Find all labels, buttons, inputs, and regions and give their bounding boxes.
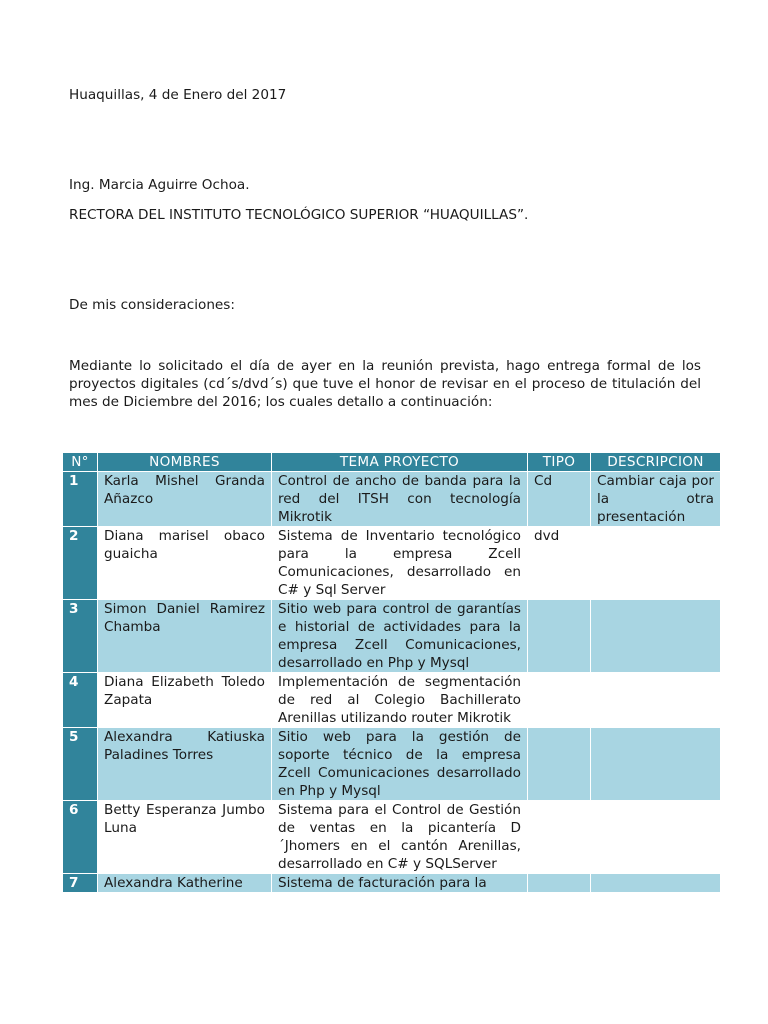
header-type: TIPO [528, 453, 591, 472]
media-type [528, 600, 591, 673]
description [591, 600, 721, 673]
letter-date: Huaquillas, 4 de Enero del 2017 [69, 87, 287, 103]
media-type [528, 801, 591, 874]
table-row [63, 472, 721, 527]
table-row [63, 527, 721, 600]
recipient-title: RECTORA DEL INSTITUTO TECNOLÓGICO SUPERIOR “HUAQUILLAS”. [69, 207, 529, 223]
header-description: DESCRIPCION [591, 453, 721, 472]
project-theme: Implementación de segmentación de red al Colegio Bachillerato Arenillas utilizando router Mikrotik [272, 673, 528, 728]
table-row [63, 673, 721, 728]
table-header-row [63, 453, 721, 472]
project-theme: Sistema de Inventario tecnológico para la empresa Zcell Comunicaciones, desarrollado en C# y Sql Server [272, 527, 528, 600]
media-type: Cd [528, 472, 591, 527]
description [591, 527, 721, 600]
media-type [528, 728, 591, 801]
row-number: 3 [63, 600, 98, 673]
project-theme: Sitio web para control de garantías e historial de actividades para la empresa Zcell Comunicaciones, desarrollado en Php y Mysql [272, 600, 528, 673]
table-row [63, 600, 721, 673]
project-theme: Sistema para el Control de Gestión de ventas en la picantería D´Jhomers en el cantón Arenillas, desarrollado en C# y SQLServer [272, 801, 528, 874]
table-row [63, 874, 721, 893]
projects-table [62, 452, 721, 893]
student-name: Diana Elizabeth Toledo Zapata [98, 673, 272, 728]
student-name: Karla Mishel Granda Añazco [98, 472, 272, 527]
row-number: 2 [63, 527, 98, 600]
greeting: De mis consideraciones: [69, 297, 235, 313]
row-number: 5 [63, 728, 98, 801]
row-number: 7 [63, 874, 98, 893]
table-row [63, 801, 721, 874]
project-theme: Sitio web para la gestión de soporte técnico de la empresa Zcell Comunicaciones desarrollado en Php y Mysql [272, 728, 528, 801]
header-project-theme: TEMA PROYECTO [272, 453, 528, 472]
table-row [63, 728, 721, 801]
student-name: Diana marisel obaco guaicha [98, 527, 272, 600]
recipient-name: Ing. Marcia Aguirre Ochoa. [69, 177, 250, 193]
student-name: Alexandra Katherine [98, 874, 272, 893]
letter-body: Mediante lo solicitado el día de ayer en la reunión prevista, hago entrega formal de los proyectos digitales (cd´s/dvd´s) que tuve el honor de revisar en el proceso de titulación del mes de Diciembre del 2016; los cuales detallo a continuación: [69, 358, 701, 410]
project-theme: Sistema de facturación para la [272, 874, 528, 893]
projects-table-container [62, 452, 722, 926]
header-number: N° [63, 453, 98, 472]
media-type [528, 874, 591, 893]
description [591, 874, 721, 893]
student-name: Betty Esperanza Jumbo Luna [98, 801, 272, 874]
media-type: dvd [528, 527, 591, 600]
row-number: 6 [63, 801, 98, 874]
student-name: Alexandra Katiuska Paladines Torres [98, 728, 272, 801]
description [591, 801, 721, 874]
project-theme: Control de ancho de banda para la red del ITSH con tecnología Mikrotik [272, 472, 528, 527]
description: Cambiar caja por la otra presentación [591, 472, 721, 527]
description [591, 673, 721, 728]
row-number: 4 [63, 673, 98, 728]
student-name: Simon Daniel Ramirez Chamba [98, 600, 272, 673]
media-type [528, 673, 591, 728]
row-number: 1 [63, 472, 98, 527]
header-names: NOMBRES [98, 453, 272, 472]
description [591, 728, 721, 801]
